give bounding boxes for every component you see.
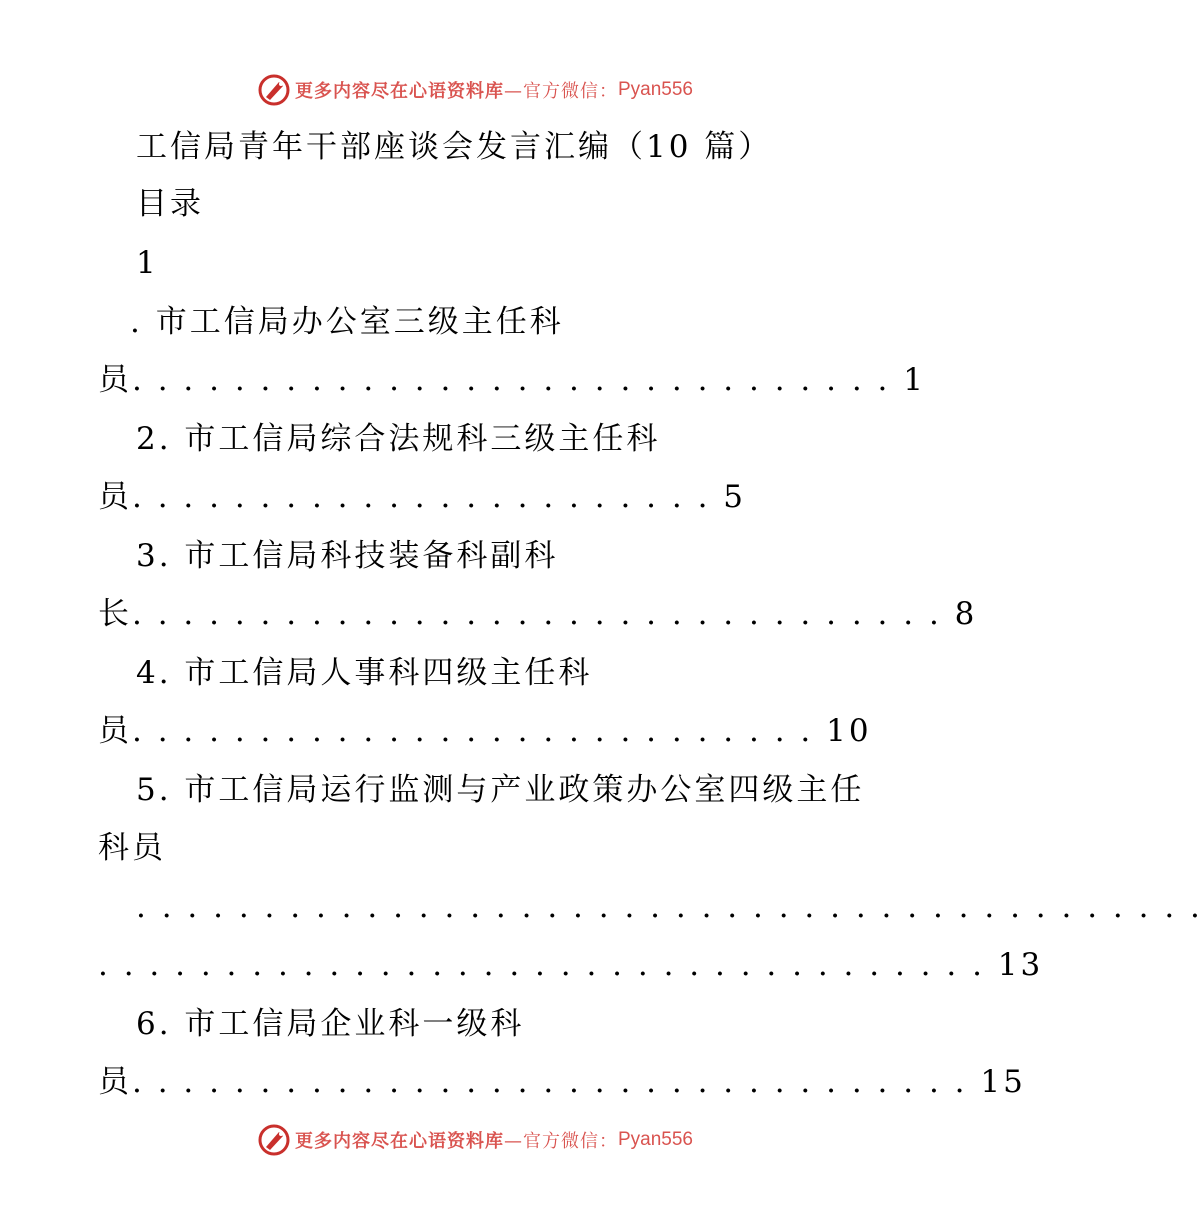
toc-line: . . . . . . . . . . . . . . . . . . . . . . . . . . . . . . . . . . . 13	[98, 947, 1044, 983]
pen-logo-icon	[257, 1123, 291, 1157]
toc-line: 3. 市工信局科技装备科副科	[136, 538, 559, 574]
banner-wechat-id: Pyan556	[617, 79, 693, 100]
toc-line: 员. . . . . . . . . . . . . . . . . . . . . . . . . . . . . . . . . 15	[98, 1064, 1026, 1100]
pen-logo-icon	[257, 73, 291, 107]
toc-heading: 目录	[136, 186, 204, 222]
toc-line: 长. . . . . . . . . . . . . . . . . . . . . . . . . . . . . . . . 8	[98, 596, 978, 632]
toc-line: 员. . . . . . . . . . . . . . . . . . . . . . . . . . . 10	[98, 713, 872, 749]
toc-line: . 市工信局办公室三级主任科	[130, 304, 564, 340]
banner-main-text: 更多内容尽在心语资料库	[294, 81, 504, 102]
toc-line: 4. 市工信局人事科四级主任科	[136, 655, 593, 691]
toc-line: 5. 市工信局运行监测与产业政策办公室四级主任	[136, 772, 865, 808]
toc-line: 员. . . . . . . . . . . . . . . . . . . . . . . . . . . . . . 1	[98, 362, 926, 398]
toc-line: 1	[136, 245, 159, 281]
toc-line: 科员	[98, 830, 166, 866]
banner-separator-text: —官方微信：	[503, 1131, 618, 1152]
banner-wechat-id: Pyan556	[617, 1129, 693, 1150]
footer-banner	[0, 1120, 950, 1160]
toc-line: 员. . . . . . . . . . . . . . . . . . . . . . . 5	[98, 479, 747, 515]
banner-main-text: 更多内容尽在心语资料库	[294, 1131, 504, 1152]
header-banner	[0, 70, 950, 110]
document-title: 工信局青年干部座谈会发言汇编（10 篇）	[136, 129, 773, 165]
toc-line: . . . . . . . . . . . . . . . . . . . . . . . . . . . . . . . . . . . . . . . . . .	[136, 889, 1203, 925]
toc-line: 6. 市工信局企业科一级科	[136, 1006, 525, 1042]
toc-line: 2. 市工信局综合法规科三级主任科	[136, 421, 661, 457]
banner-separator-text: —官方微信：	[503, 81, 618, 102]
